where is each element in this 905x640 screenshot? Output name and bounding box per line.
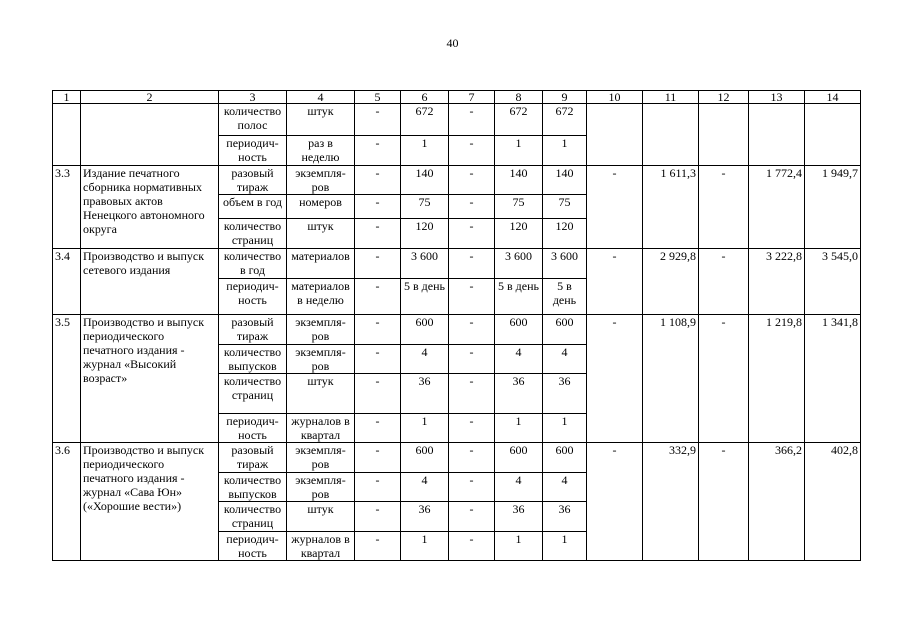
unit-cell: номеров (287, 195, 355, 219)
value-cell: - (355, 279, 401, 315)
param-cell: количество страниц (219, 374, 287, 414)
value-cell: - (355, 104, 401, 136)
table-row (53, 104, 861, 136)
value-cell: 120 (543, 219, 587, 249)
value-cell: - (449, 345, 495, 374)
param-cell: периодич-ность (219, 414, 287, 443)
finance-cell: - (699, 166, 749, 249)
finance-cell: 1 611,3 (643, 166, 699, 249)
unit-cell: экземпля-ров (287, 345, 355, 374)
unit-cell: штук (287, 104, 355, 136)
value-cell: 36 (495, 374, 543, 414)
param-cell: периодич-ность (219, 136, 287, 166)
col-header: 1 (53, 91, 81, 104)
value-cell: - (355, 345, 401, 374)
value-cell: 3 600 (543, 249, 587, 279)
finance-cell: 1 341,8 (805, 315, 861, 443)
unit-cell: журналов в квартал (287, 532, 355, 561)
value-cell: - (449, 219, 495, 249)
finance-cell: 366,2 (749, 443, 805, 561)
value-cell: - (355, 414, 401, 443)
finance-cell: - (587, 315, 643, 443)
value-cell: - (449, 443, 495, 473)
finance-cell: 1 949,7 (805, 166, 861, 249)
finance-cell: 3 545,0 (805, 249, 861, 315)
value-cell: 672 (543, 104, 587, 136)
col-header: 11 (643, 91, 699, 104)
value-cell: - (449, 374, 495, 414)
value-cell: - (355, 166, 401, 195)
value-cell: 120 (495, 219, 543, 249)
param-cell: количество выпусков (219, 345, 287, 374)
value-cell: 3 600 (495, 249, 543, 279)
value-cell: 5 в день (495, 279, 543, 315)
value-cell: - (449, 136, 495, 166)
unit-cell: экземпля-ров (287, 473, 355, 502)
item-number-cell: 3.4 (53, 249, 81, 315)
unit-cell: экземпля-ров (287, 315, 355, 345)
value-cell: 4 (495, 473, 543, 502)
item-name-cell (81, 104, 219, 166)
finance-cell: - (587, 443, 643, 561)
item-name-cell: Производство и выпуск периодического печатного издания - журнал «Высокий возраст» (81, 315, 219, 443)
value-cell: 36 (401, 502, 449, 532)
value-cell: - (449, 104, 495, 136)
unit-cell: экземпля-ров (287, 166, 355, 195)
value-cell: - (355, 443, 401, 473)
param-cell: объем в год (219, 195, 287, 219)
value-cell: 75 (401, 195, 449, 219)
value-cell: 140 (495, 166, 543, 195)
finance-cell: 1 108,9 (643, 315, 699, 443)
unit-cell: штук (287, 374, 355, 414)
finance-cell: 3 222,8 (749, 249, 805, 315)
col-header: 4 (287, 91, 355, 104)
col-header: 8 (495, 91, 543, 104)
table-row (53, 249, 861, 279)
value-cell: - (355, 219, 401, 249)
value-cell: 600 (543, 315, 587, 345)
param-cell: разовый тираж (219, 443, 287, 473)
value-cell: - (449, 414, 495, 443)
finance-cell (699, 104, 749, 166)
col-header: 9 (543, 91, 587, 104)
param-cell: количество полос (219, 104, 287, 136)
value-cell: - (449, 532, 495, 561)
col-header: 14 (805, 91, 861, 104)
value-cell: - (355, 249, 401, 279)
param-cell: периодич-ность (219, 279, 287, 315)
value-cell: 36 (543, 502, 587, 532)
finance-cell: 332,9 (643, 443, 699, 561)
param-cell: количество в год (219, 249, 287, 279)
unit-cell: материалов (287, 249, 355, 279)
finance-cell (805, 104, 861, 166)
value-cell: 5 в день (401, 279, 449, 315)
value-cell: 1 (543, 136, 587, 166)
value-cell: 600 (543, 443, 587, 473)
unit-cell: штук (287, 219, 355, 249)
value-cell: 672 (495, 104, 543, 136)
value-cell: 36 (495, 502, 543, 532)
item-number-cell (53, 104, 81, 166)
value-cell: - (449, 166, 495, 195)
value-cell: - (355, 195, 401, 219)
value-cell: 4 (401, 345, 449, 374)
col-header: 3 (219, 91, 287, 104)
value-cell: 1 (495, 414, 543, 443)
col-header: 10 (587, 91, 643, 104)
table-row (53, 315, 861, 345)
param-cell: количество страниц (219, 502, 287, 532)
finance-cell: - (699, 443, 749, 561)
finance-cell: 402,8 (805, 443, 861, 561)
param-cell: разовый тираж (219, 166, 287, 195)
value-cell: - (449, 279, 495, 315)
table-row (53, 443, 861, 473)
value-cell: 4 (495, 345, 543, 374)
col-header: 2 (81, 91, 219, 104)
value-cell: - (449, 502, 495, 532)
value-cell: 4 (401, 473, 449, 502)
value-cell: 1 (401, 414, 449, 443)
item-number-cell: 3.3 (53, 166, 81, 249)
value-cell: 36 (543, 374, 587, 414)
col-header: 5 (355, 91, 401, 104)
param-cell: периодич-ность (219, 532, 287, 561)
page-number: 40 (446, 36, 459, 50)
finance-cell: 1 219,8 (749, 315, 805, 443)
value-cell: - (355, 502, 401, 532)
col-header: 13 (749, 91, 805, 104)
param-cell: количество страниц (219, 219, 287, 249)
finance-cell (587, 104, 643, 166)
item-name-cell: Производство и выпуск периодического печатного издания - журнал «Сава Юн» («Хорошие вести») (81, 443, 219, 561)
value-cell: 672 (401, 104, 449, 136)
value-cell: 3 600 (401, 249, 449, 279)
item-number-cell: 3.6 (53, 443, 81, 561)
param-cell: разовый тираж (219, 315, 287, 345)
unit-cell: штук (287, 502, 355, 532)
finance-cell: - (699, 315, 749, 443)
unit-cell: экземпля-ров (287, 443, 355, 473)
value-cell: 140 (543, 166, 587, 195)
value-cell: - (449, 249, 495, 279)
col-header: 6 (401, 91, 449, 104)
value-cell: 600 (401, 443, 449, 473)
finance-cell: 2 929,8 (643, 249, 699, 315)
value-cell: 1 (543, 532, 587, 561)
param-cell: количество выпусков (219, 473, 287, 502)
budget-table (52, 90, 861, 561)
value-cell: 5 в день (543, 279, 587, 315)
item-name-cell: Производство и выпуск сетевого издания (81, 249, 219, 315)
column-number-row (53, 91, 861, 104)
finance-cell: - (587, 166, 643, 249)
value-cell: 1 (495, 136, 543, 166)
value-cell: 36 (401, 374, 449, 414)
item-number-cell: 3.5 (53, 315, 81, 443)
value-cell: - (449, 195, 495, 219)
value-cell: 4 (543, 345, 587, 374)
value-cell: - (355, 374, 401, 414)
finance-cell: - (587, 249, 643, 315)
unit-cell: журналов в квартал (287, 414, 355, 443)
value-cell: 600 (495, 443, 543, 473)
col-header: 12 (699, 91, 749, 104)
value-cell: - (449, 473, 495, 502)
finance-cell (749, 104, 805, 166)
unit-cell: раз в неделю (287, 136, 355, 166)
item-name-cell: Издание печатного сборника нормативных правовых актов Ненецкого автономного округа (81, 166, 219, 249)
value-cell: - (355, 136, 401, 166)
value-cell: 1 (401, 136, 449, 166)
unit-cell: материалов в неделю (287, 279, 355, 315)
value-cell: 1 (495, 532, 543, 561)
table-row (53, 166, 861, 195)
value-cell: 140 (401, 166, 449, 195)
value-cell: 600 (401, 315, 449, 345)
value-cell: 1 (543, 414, 587, 443)
finance-cell (643, 104, 699, 166)
finance-cell: - (699, 249, 749, 315)
value-cell: - (355, 473, 401, 502)
value-cell: 75 (495, 195, 543, 219)
value-cell: - (449, 315, 495, 345)
value-cell: 600 (495, 315, 543, 345)
finance-cell: 1 772,4 (749, 166, 805, 249)
value-cell: - (355, 315, 401, 345)
value-cell: 120 (401, 219, 449, 249)
value-cell: 4 (543, 473, 587, 502)
value-cell: - (355, 532, 401, 561)
value-cell: 75 (543, 195, 587, 219)
value-cell: 1 (401, 532, 449, 561)
col-header: 7 (449, 91, 495, 104)
